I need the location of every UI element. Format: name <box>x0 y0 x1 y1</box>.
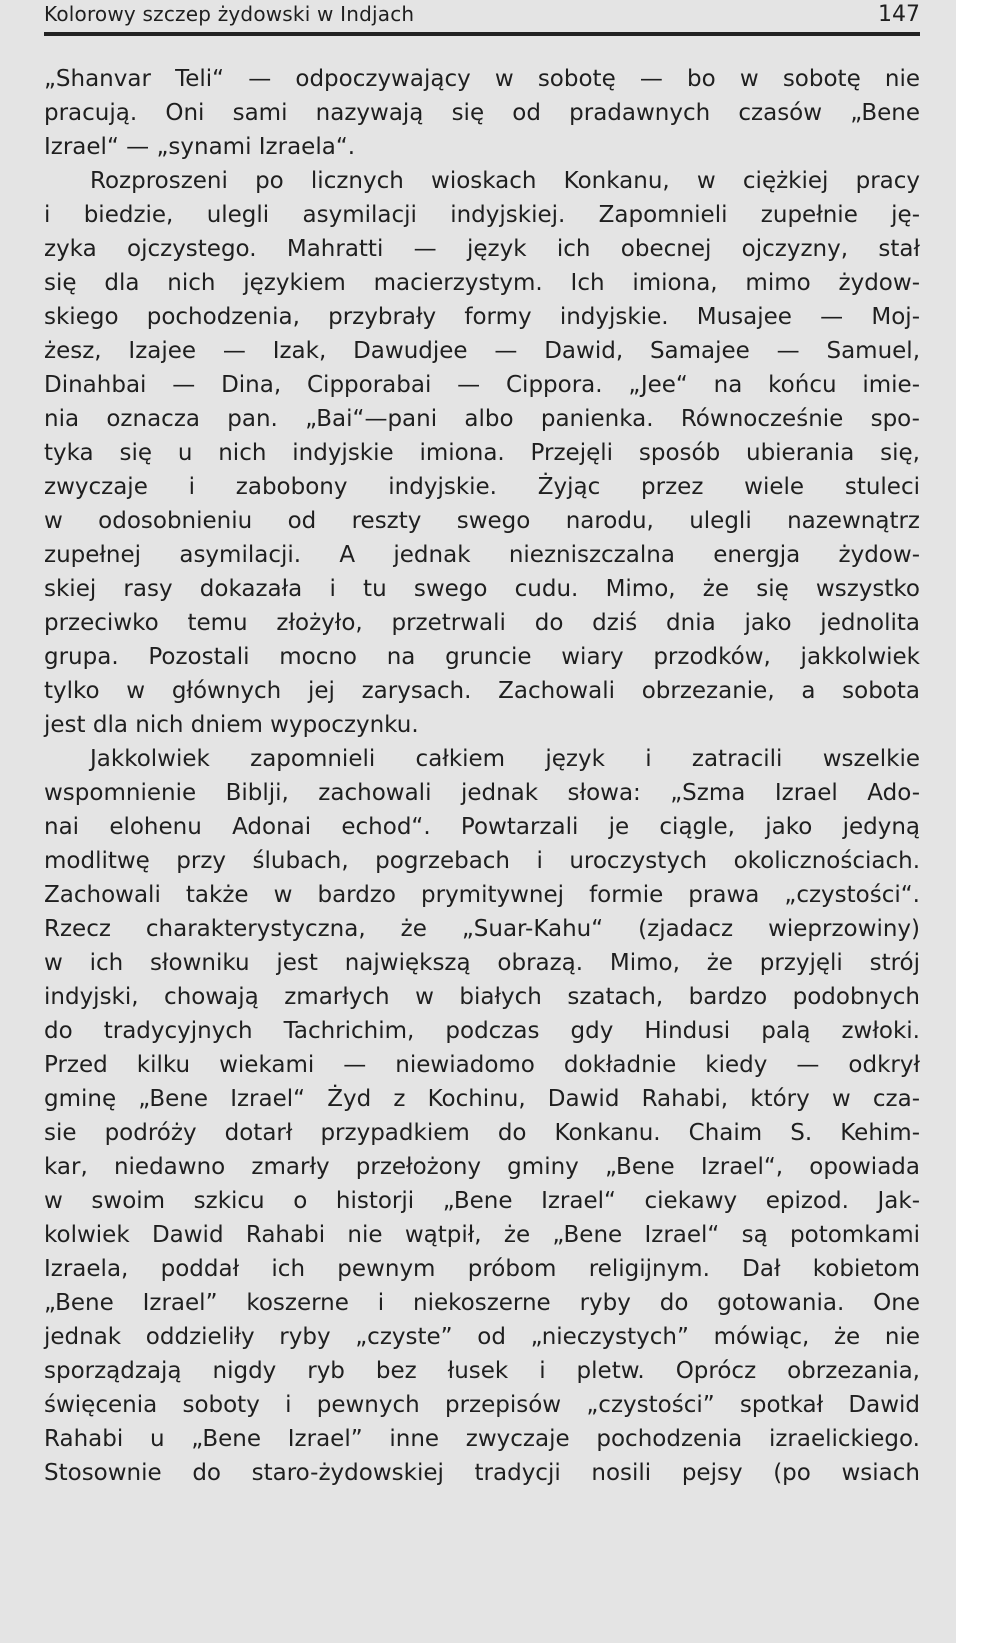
text-line: w ich słowniku jest największą obrazą. Mimo, że przyjęli strój <box>44 950 920 976</box>
text-line: zwyczaje i zabobony indyjskie. Żyjąc przez wiele stuleci <box>44 474 920 500</box>
text-line: gminę „Bene Izrael“ Żyd z Kochinu, Dawid Rahabi, który w cza- <box>44 1086 920 1112</box>
text-line: Zachowali także w bardzo prymitywnej formie prawa „czystości“. <box>44 882 920 908</box>
text-line: jest dla nich dniem wypoczynku. <box>44 712 419 738</box>
text-line: Rahabi u „Bene Izrael” inne zwyczaje pochodzenia izraelickiego. <box>44 1426 920 1452</box>
text-line: zupełnej asymilacji. A jednak niezniszczalna energja żydow- <box>44 542 920 568</box>
text-line: skiego pochodzenia, przybrały formy indyjskie. Musajee — Moj- <box>44 304 920 330</box>
text-line: Rzecz charakterystyczna, że „Suar-Kahu“ (zjadacz wieprzowiny) <box>44 916 920 942</box>
text-line: Przed kilku wiekami — niewiadomo dokładnie kiedy — odkrył <box>44 1052 920 1078</box>
text-line: Dinahbai — Dina, Cipporabai — Cippora. „Jee“ na końcu imie- <box>44 372 920 398</box>
text-line: „Bene Izrael” koszerne i niekoszerne ryby do gotowania. One <box>44 1290 920 1316</box>
text-line: skiej rasy dokazała i tu swego cudu. Mimo, że się wszystko <box>44 576 920 602</box>
text-line: Jakkolwiek zapomnieli całkiem język i zatracili wszelkie <box>90 746 920 772</box>
text-line: Stosownie do staro-żydowskiej tradycji nosili pejsy (po wsiach <box>44 1460 920 1486</box>
text-line: i biedzie, ulegli asymilacji indyjskiej. Zapomnieli zupełnie ję- <box>44 202 920 228</box>
text-line: się dla nich językiem macierzystym. Ich imiona, mimo żydow- <box>44 270 920 296</box>
text-line: sie podróży dotarł przypadkiem do Konkanu. Chaim S. Kehim- <box>44 1120 920 1146</box>
page-header <box>44 0 920 30</box>
text-line: w odosobnieniu od reszty swego narodu, ulegli nazewnątrz <box>44 508 920 534</box>
text-line: „Shanvar Teli“ — odpoczywający w sobotę — bo w sobotę nie <box>44 66 920 92</box>
text-line: Izraela, poddał ich pewnym próbom religijnym. Dał kobietom <box>44 1256 920 1282</box>
text-line: święcenia soboty i pewnych przepisów „czystości” spotkał Dawid <box>44 1392 920 1418</box>
body-text <box>44 62 920 1490</box>
running-title: Kolorowy szczep żydowski w Indjach <box>44 2 415 26</box>
text-line: wspomnienie Biblji, zachowali jednak słowa: „Szma Izrael Ado- <box>44 780 920 806</box>
text-line: zyka ojczystego. Mahratti — język ich obecnej ojczyzny, stał <box>44 236 920 262</box>
text-line: Rozproszeni po licznych wioskach Konkanu, w ciężkiej pracy <box>90 168 920 194</box>
text-line: kar, niedawno zmarły przełożony gminy „Bene Izrael“, opowiada <box>44 1154 920 1180</box>
text-line: tylko w głównych jej zarysach. Zachowali obrzezanie, a sobota <box>44 678 920 704</box>
header-rule <box>44 32 920 36</box>
text-line: tyka się u nich indyjskie imiona. Przejęli sposób ubierania się, <box>44 440 920 466</box>
text-line: indyjski, chowają zmarłych w białych szatach, bardzo podobnych <box>44 984 920 1010</box>
text-line: sporządzają nigdy ryb bez łusek i pletw. Oprócz obrzezania, <box>44 1358 920 1384</box>
page-number: 147 <box>878 2 920 27</box>
text-line: Izrael“ — „synami Izraela“. <box>44 134 356 160</box>
text-line: przeciwko temu złożyło, przetrwali do dziś dnia jako jednolita <box>44 610 920 636</box>
text-line: jednak oddzieliły ryby „czyste” od „nieczystych” mówiąc, że nie <box>44 1324 920 1350</box>
text-line: żesz, Izajee — Izak, Dawudjee — Dawid, Samajee — Samuel, <box>44 338 920 364</box>
text-line: do tradycyjnych Tachrichim, podczas gdy Hindusi palą zwłoki. <box>44 1018 920 1044</box>
text-line: modlitwę przy ślubach, pogrzebach i uroczystych okolicznościach. <box>44 848 920 874</box>
text-line: pracują. Oni sami nazywają się od pradawnych czasów „Bene <box>44 100 920 126</box>
text-line: grupa. Pozostali mocno na gruncie wiary przodków, jakkolwiek <box>44 644 920 670</box>
text-line: nai elohenu Adonai echod“. Powtarzali je ciągle, jako jedyną <box>44 814 920 840</box>
text-line: nia oznacza pan. „Bai“—pani albo panienka. Równocześnie spo- <box>44 406 920 432</box>
text-line: w swoim szkicu o historji „Bene Izrael“ ciekawy epizod. Jak- <box>44 1188 920 1214</box>
text-line: kolwiek Dawid Rahabi nie wątpił, że „Bene Izrael“ są potomkami <box>44 1222 920 1248</box>
